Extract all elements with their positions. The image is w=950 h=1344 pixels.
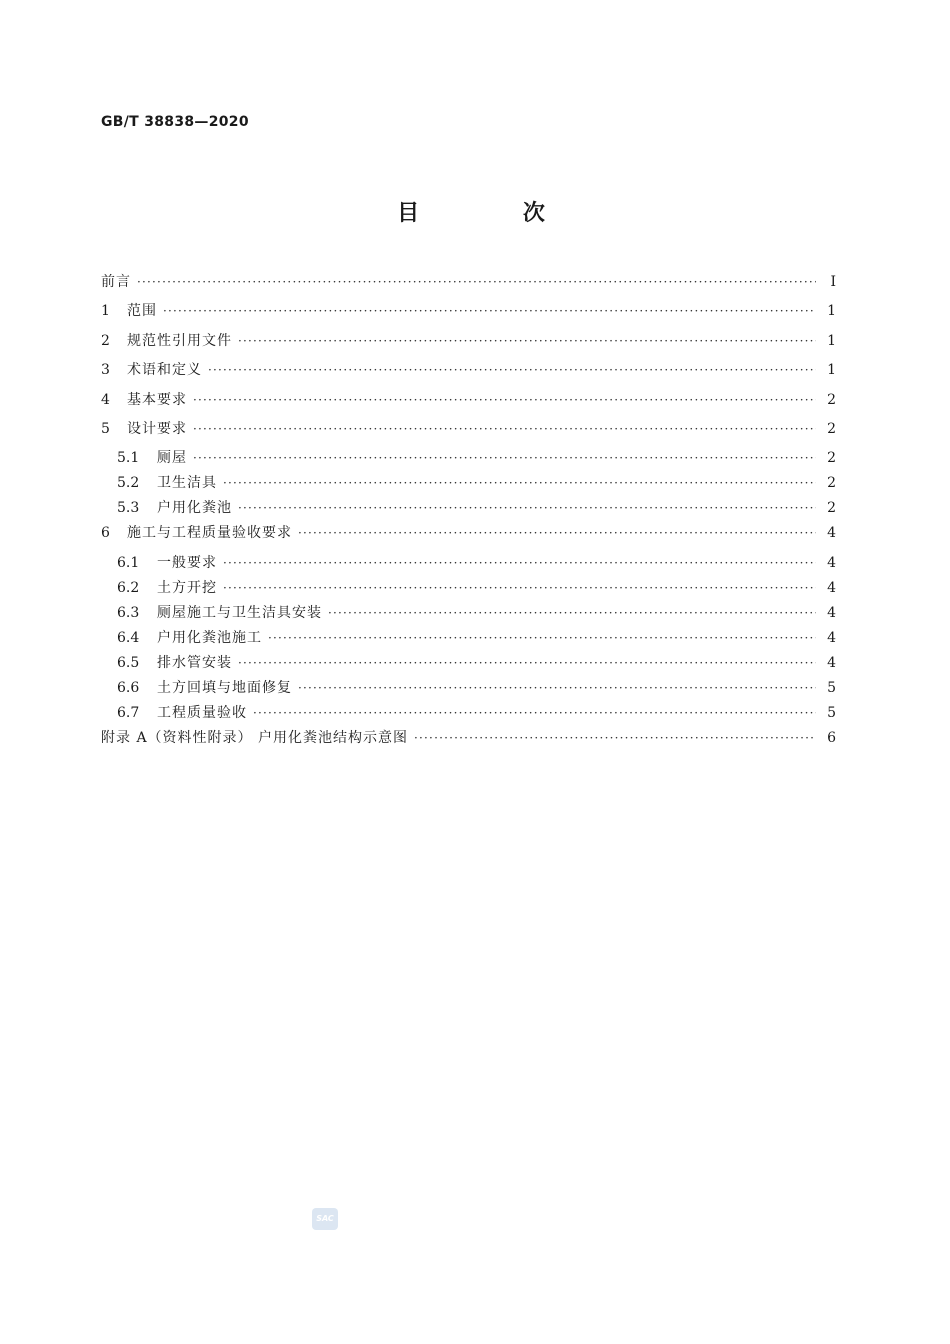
toc-entry-number: 5 <box>101 420 110 437</box>
toc-entry[interactable] <box>101 653 836 678</box>
sac-watermark-logo: SAC <box>312 1208 338 1230</box>
toc-leader-dots <box>223 473 816 493</box>
toc-entry-number: 6.6 <box>117 679 140 696</box>
toc-entry-label: 一般要求 <box>157 554 217 571</box>
toc-entry-number: 2 <box>101 332 110 349</box>
toc-entry[interactable] <box>101 448 836 473</box>
toc-entry-label: 排水管安装 <box>157 654 232 671</box>
toc-leader-dots <box>268 628 816 648</box>
toc-leader-dots <box>223 578 816 598</box>
toc-entry-page: 5 <box>827 704 836 721</box>
toc-entry-page: 4 <box>827 554 836 571</box>
toc-entry-label: 术语和定义 <box>127 362 202 379</box>
toc-entry-label: 户用化粪池施工 <box>157 629 262 646</box>
toc-entry-label: 工程质量验收 <box>157 704 247 721</box>
toc-entry-number: 6.1 <box>117 554 140 571</box>
toc-entry-label: 附录 A（资料性附录） 户用化粪池结构示意图 <box>101 729 409 746</box>
toc-entry-number: 1 <box>101 303 110 320</box>
table-of-contents <box>101 272 836 757</box>
toc-entry-label: 厕屋施工与卫生洁具安装 <box>157 604 322 621</box>
toc-entry-page: Ⅰ <box>830 274 836 290</box>
toc-leader-dots <box>238 331 816 351</box>
toc-entry[interactable] <box>101 390 836 419</box>
toc-entry-label: 土方开挖 <box>157 579 217 596</box>
toc-entry-number: 5.2 <box>117 475 140 492</box>
toc-entry-number: 6.4 <box>117 629 140 646</box>
toc-leader-dots <box>414 728 816 748</box>
toc-entry-number: 6 <box>101 525 110 542</box>
toc-entry[interactable] <box>101 419 836 448</box>
toc-entry[interactable] <box>101 553 836 578</box>
toc-entry-page: 4 <box>827 629 836 646</box>
toc-entry-number: 4 <box>101 391 110 408</box>
toc-leader-dots <box>298 678 816 698</box>
toc-leader-dots <box>208 360 816 380</box>
toc-entry[interactable] <box>101 728 836 757</box>
toc-entry-page: 4 <box>827 525 836 542</box>
toc-entry-label: 卫生洁具 <box>157 475 217 492</box>
toc-entry-page: 2 <box>827 475 836 492</box>
toc-leader-dots <box>253 703 816 723</box>
toc-entry-label: 户用化粪池 <box>157 500 232 517</box>
toc-entry-label: 土方回填与地面修复 <box>157 679 292 696</box>
toc-entry[interactable] <box>101 301 836 330</box>
toc-leader-dots <box>223 553 816 573</box>
toc-entry-page: 1 <box>827 303 836 320</box>
toc-entry-label: 前言 <box>101 274 131 290</box>
toc-entry-page: 2 <box>827 450 836 467</box>
toc-entry[interactable] <box>101 603 836 628</box>
toc-entry-label: 范围 <box>127 303 157 320</box>
toc-entry-page: 2 <box>827 500 836 517</box>
toc-entry-number: 6.7 <box>117 704 140 721</box>
toc-entry-label: 规范性引用文件 <box>127 332 232 349</box>
toc-leader-dots <box>298 523 816 543</box>
toc-leader-dots <box>137 272 816 292</box>
toc-leader-dots <box>238 653 816 673</box>
toc-leader-dots <box>238 498 816 518</box>
toc-entry-label: 基本要求 <box>127 391 187 408</box>
toc-entry[interactable] <box>101 331 836 360</box>
standard-code: GB/T 38838—2020 <box>101 114 249 130</box>
toc-entry[interactable] <box>101 360 836 389</box>
toc-entry-label: 施工与工程质量验收要求 <box>127 525 292 542</box>
toc-entry-page: 1 <box>827 332 836 349</box>
toc-entry[interactable] <box>101 272 836 301</box>
toc-entry[interactable] <box>101 578 836 603</box>
toc-entry[interactable] <box>101 473 836 498</box>
toc-entry-number: 3 <box>101 362 110 379</box>
toc-entry-number: 6.3 <box>117 604 140 621</box>
toc-entry-page: 4 <box>827 579 836 596</box>
page-title: 目 次 <box>397 201 593 226</box>
toc-entry[interactable] <box>101 628 836 653</box>
toc-entry-page: 5 <box>827 679 836 696</box>
toc-entry-page: 1 <box>827 362 836 379</box>
toc-leader-dots <box>193 419 816 439</box>
toc-entry-page: 2 <box>827 420 836 437</box>
toc-entry-page: 4 <box>827 654 836 671</box>
toc-entry-number: 5.3 <box>117 500 140 517</box>
toc-entry-page: 6 <box>827 729 836 746</box>
toc-entry[interactable] <box>101 498 836 523</box>
toc-entry-label: 厕屋 <box>157 450 187 467</box>
toc-entry[interactable] <box>101 523 836 552</box>
toc-entry[interactable] <box>101 678 836 703</box>
toc-leader-dots <box>193 390 816 410</box>
toc-entry-page: 4 <box>827 604 836 621</box>
toc-leader-dots <box>163 301 816 321</box>
toc-entry[interactable] <box>101 703 836 728</box>
toc-entry-number: 6.5 <box>117 654 140 671</box>
toc-leader-dots <box>328 603 816 623</box>
toc-entry-number: 6.2 <box>117 579 140 596</box>
toc-entry-page: 2 <box>827 391 836 408</box>
toc-entry-number: 5.1 <box>117 450 140 467</box>
toc-entry-label: 设计要求 <box>127 420 187 437</box>
toc-leader-dots <box>193 448 816 468</box>
